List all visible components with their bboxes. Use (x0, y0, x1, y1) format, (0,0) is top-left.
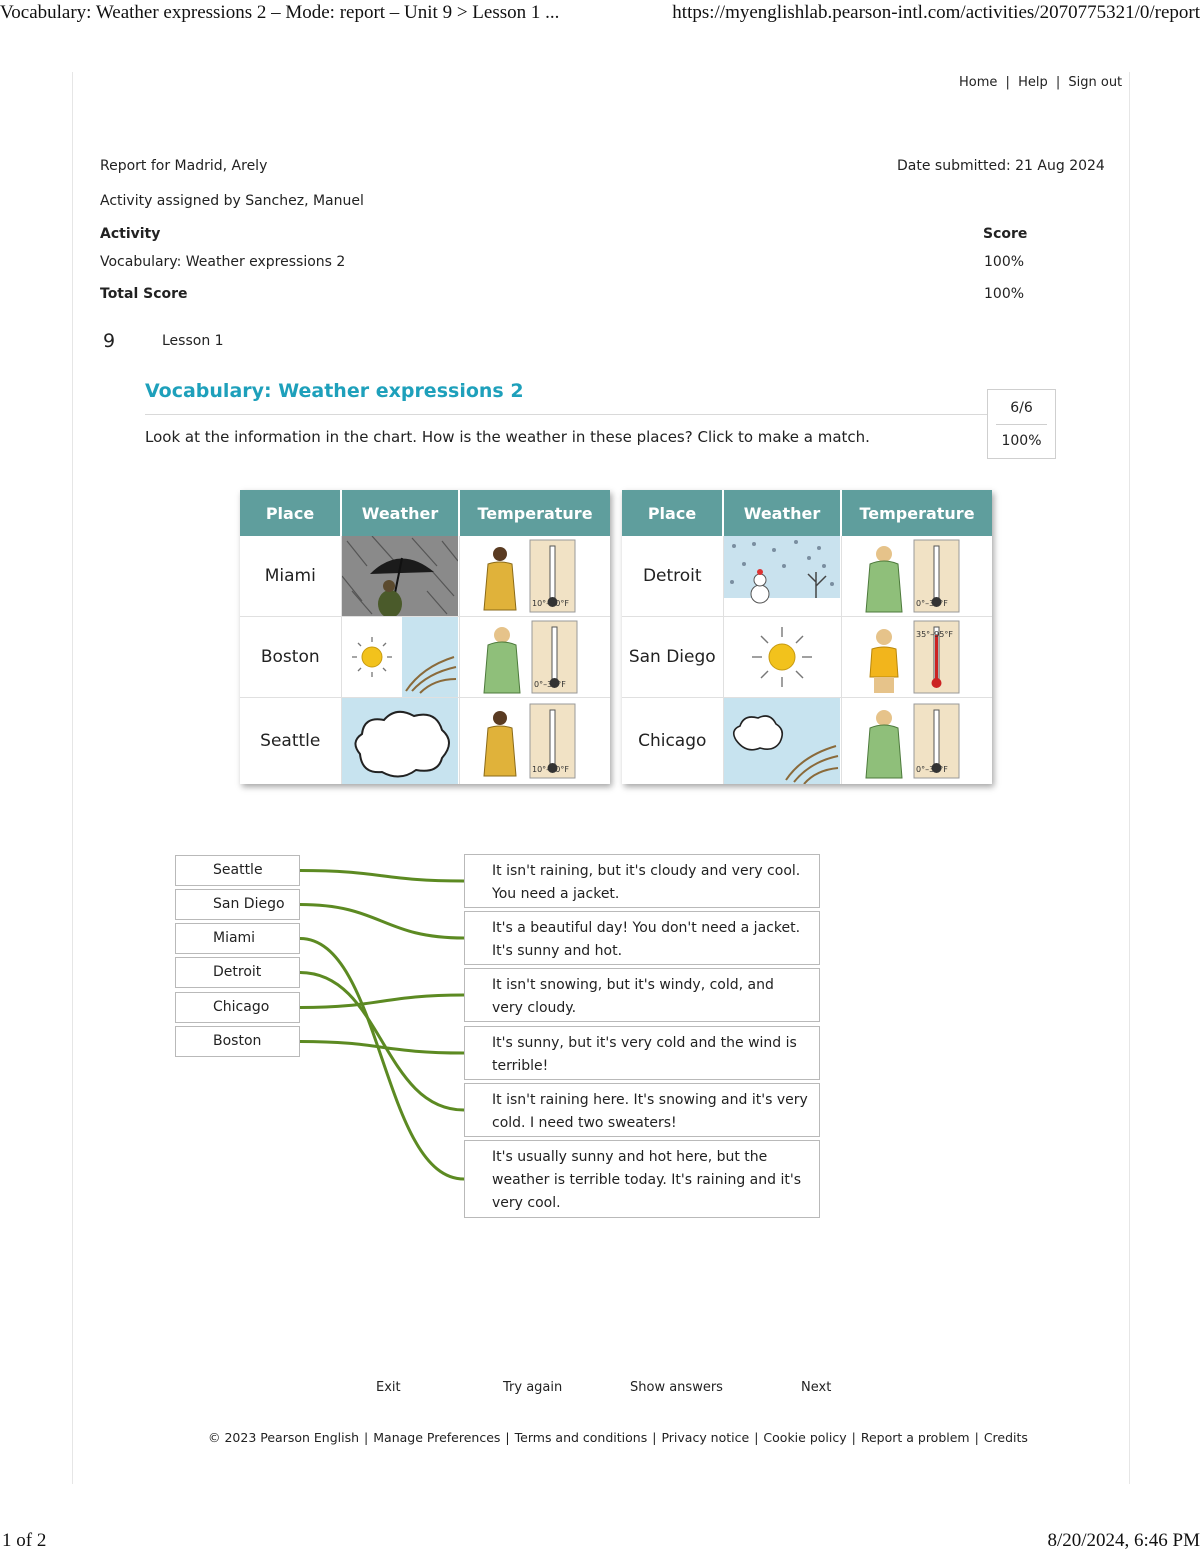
score-header: Score (983, 226, 1028, 242)
match-left-item[interactable]: Miami (175, 923, 300, 954)
snow-icon (723, 536, 841, 617)
activity-score: 100% (984, 254, 1025, 270)
lesson-label: Lesson 1 (162, 333, 224, 349)
copyright: © 2023 Pearson English (208, 1430, 360, 1445)
credits-link[interactable]: Credits (983, 1430, 1028, 1445)
nav-separator: | (1055, 75, 1061, 90)
privacy-link[interactable]: Privacy notice (661, 1430, 750, 1445)
print-footer-datetime: 8/20/2024, 6:46 PM (1047, 1530, 1200, 1551)
next-button[interactable]: Next (801, 1380, 832, 1395)
nav-separator: | (1005, 75, 1010, 90)
place-cell: Detroit (622, 536, 723, 617)
match-left-item[interactable]: Chicago (175, 992, 300, 1023)
activity-title: Vocabulary: Weather expressions 2 (145, 380, 524, 402)
cold-person-icon (841, 536, 992, 617)
header-place: Place (240, 490, 341, 536)
match-right-item[interactable]: It isn't snowing, but it's windy, cold, and very cloudy. (464, 968, 820, 1022)
footer (208, 1430, 1028, 1445)
jacket-person-icon (459, 536, 610, 617)
match-left-item[interactable]: Seattle (175, 855, 300, 886)
cookie-policy-link[interactable]: Cookie policy (763, 1430, 847, 1445)
weather-chart-left (240, 490, 610, 784)
footer-separator: | (364, 1430, 369, 1445)
cold-person-icon (459, 617, 610, 698)
header-temperature: Temperature (459, 490, 610, 536)
total-score-label: Total Score (100, 286, 188, 302)
match-left-item[interactable]: Detroit (175, 957, 300, 988)
activity-header: Activity (100, 226, 161, 242)
title-divider (145, 414, 987, 415)
match-left-item[interactable]: San Diego (175, 889, 300, 920)
print-header-url: https://myenglishlab.pearson-intl.com/activities/2070775321/0/report (672, 2, 1200, 23)
match-left-item[interactable]: Boston (175, 1026, 300, 1057)
footer-separator: | (851, 1430, 856, 1445)
instructions: Look at the information in the chart. How is the weather in these places? Click to make a match. (145, 428, 870, 446)
exit-button[interactable]: Exit (376, 1380, 401, 1395)
sign-out-link[interactable]: Sign out (1068, 75, 1123, 90)
match-right-item[interactable]: It isn't raining here. It's snowing and it's very cold. I need two sweaters! (464, 1083, 820, 1137)
date-submitted: Date submitted: 21 Aug 2024 (897, 158, 1105, 174)
print-header-title: Vocabulary: Weather expressions 2 – Mode: report – Unit 9 > Lesson 1 ... (0, 2, 560, 23)
cold-person-icon (841, 698, 992, 785)
home-link[interactable]: Home (959, 75, 998, 90)
total-score: 100% (984, 286, 1025, 302)
sun-icon (723, 617, 841, 698)
temperature-label: 35°–95°F (915, 630, 953, 639)
print-footer-page: 1 of 2 (2, 1530, 47, 1551)
match-right-item[interactable]: It's sunny, but it's very cold and the wind is terrible! (464, 1026, 820, 1080)
terms-link[interactable]: Terms and conditions (514, 1430, 648, 1445)
try-again-button[interactable]: Try again (503, 1380, 563, 1395)
place-cell: San Diego (622, 617, 723, 698)
temperature-label: 0°–32°F (533, 680, 566, 689)
sun-and-wind-icon (341, 617, 459, 698)
temperature-label: 0°–32°F (915, 599, 948, 608)
manage-preferences-link[interactable]: Manage Preferences (373, 1430, 501, 1445)
place-cell: Miami (240, 536, 341, 617)
temperature-label: 0°–32°F (915, 765, 948, 774)
score-box (987, 389, 1056, 459)
score-fraction: 6/6 (1010, 400, 1033, 416)
footer-separator: | (974, 1430, 979, 1445)
match-right-item[interactable]: It isn't raining, but it's cloudy and very cool. You need a jacket. (464, 854, 820, 908)
place-cell: Boston (240, 617, 341, 698)
top-nav (957, 75, 1124, 90)
header-weather: Weather (723, 490, 841, 536)
report-for: Report for Madrid, Arely (100, 158, 268, 174)
footer-separator: | (652, 1430, 657, 1445)
score-percent: 100% (1001, 433, 1042, 449)
jacket-person-icon (459, 698, 610, 785)
match-right-item[interactable]: It's usually sunny and hot here, but the weather is terrible today. It's raining and it's very cool. (464, 1140, 820, 1218)
report-problem-link[interactable]: Report a problem (860, 1430, 970, 1445)
hot-person-icon (841, 617, 992, 698)
footer-separator: | (505, 1430, 510, 1445)
place-cell: Chicago (622, 698, 723, 785)
cloud-icon (341, 698, 459, 785)
weather-chart-right (622, 490, 992, 784)
temperature-label: 10°–50°F (531, 599, 569, 608)
temperature-label: 10°–50°F (531, 765, 569, 774)
place-cell: Seattle (240, 698, 341, 785)
assigned-by: Activity assigned by Sanchez, Manuel (100, 193, 364, 209)
header-weather: Weather (341, 490, 459, 536)
cloud-and-wind-icon (723, 698, 841, 785)
header-place: Place (622, 490, 723, 536)
help-link[interactable]: Help (1018, 75, 1048, 90)
header-temperature: Temperature (841, 490, 992, 536)
activity-name: Vocabulary: Weather expressions 2 (100, 254, 346, 270)
unit-number: 9 (103, 330, 116, 352)
match-right-item[interactable]: It's a beautiful day! You don't need a jacket. It's sunny and hot. (464, 911, 820, 965)
show-answers-button[interactable]: Show answers (630, 1380, 723, 1395)
rain-icon (341, 536, 459, 617)
footer-separator: | (754, 1430, 759, 1445)
